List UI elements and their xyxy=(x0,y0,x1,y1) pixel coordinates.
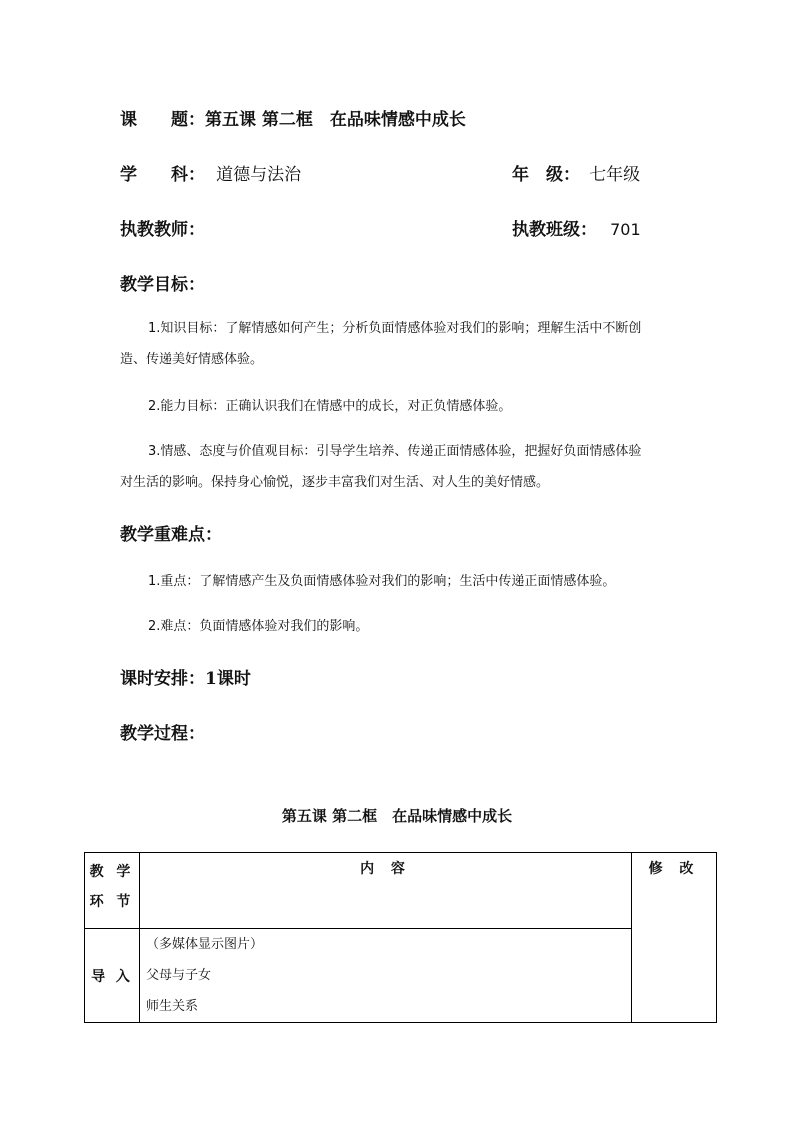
topic-row xyxy=(120,105,466,130)
key-point-2: 2.难点：负面情感体验对我们的影响。 xyxy=(148,619,369,634)
topic-label: 课 题： xyxy=(120,110,205,130)
grade-row xyxy=(512,160,640,185)
header-section-line-1: 教 学 xyxy=(89,864,135,880)
subject-value: 道德与法治 xyxy=(216,165,302,185)
key-points-heading: 教学重难点： xyxy=(120,525,222,545)
schedule-row xyxy=(120,664,251,689)
grade-value: 七年级 xyxy=(589,165,641,185)
goal-line-4: 3.情感、态度与价值观目标：引导学生培养、传递正面情感体验，把握好负面情感体验 xyxy=(148,444,642,459)
table-header-row xyxy=(85,853,717,929)
lesson-title: 第五课 第二框 在品味情感中成长 xyxy=(281,807,513,825)
topic-value: 第五课 第二框 在品味情感中成长 xyxy=(205,110,466,130)
key-point-1: 1.重点：了解情感产生及负面情感体验对我们的影响；生活中传递正面情感体验。 xyxy=(148,574,616,589)
process-heading: 教学过程： xyxy=(120,724,205,744)
subject-label: 学 科： xyxy=(120,165,205,185)
goal-line-2: 造、传递美好情感体验。 xyxy=(120,352,264,367)
schedule-heading: 课时安排： xyxy=(120,669,205,689)
subject-row xyxy=(120,160,301,185)
header-content: 内 容 xyxy=(360,861,411,877)
goal-line-1: 1.知识目标：了解情感如何产生；分析负面情感体验对我们的影响；理解生活中不断创 xyxy=(148,321,642,336)
schedule-value: 1课时 xyxy=(205,669,251,689)
goal-line-5: 对生活的影响。保持身心愉悦，逐步丰富我们对生活、对人生的美好情感。 xyxy=(120,475,550,490)
row-section: 导 入 xyxy=(91,968,133,985)
row-line-2: 父母与子女 xyxy=(146,968,212,983)
row-section-cell xyxy=(85,929,140,1023)
header-section-line-2: 环 节 xyxy=(89,894,135,910)
class-row xyxy=(512,215,641,240)
header-revise: 修 改 xyxy=(648,861,700,877)
row-content-cell xyxy=(140,929,632,1023)
class-label: 执教班级： xyxy=(512,220,597,240)
class-value: 701 xyxy=(610,220,641,239)
goal-line-3: 2.能力目标：正确认识我们在情感中的成长，对正负情感体验。 xyxy=(148,399,512,414)
lesson-table xyxy=(84,852,717,1023)
teacher-label: 执教教师： xyxy=(120,220,205,240)
row-line-1: （多媒体显示图片） xyxy=(146,937,264,952)
teacher-row xyxy=(120,215,205,240)
row-line-3: 师生关系 xyxy=(146,999,199,1014)
header-section-cell xyxy=(85,853,140,929)
table-row xyxy=(85,929,717,1023)
header-content-cell xyxy=(140,853,632,929)
goals-heading: 教学目标： xyxy=(120,275,205,295)
grade-label: 年 级： xyxy=(512,165,580,185)
header-revise-cell xyxy=(632,853,717,1023)
